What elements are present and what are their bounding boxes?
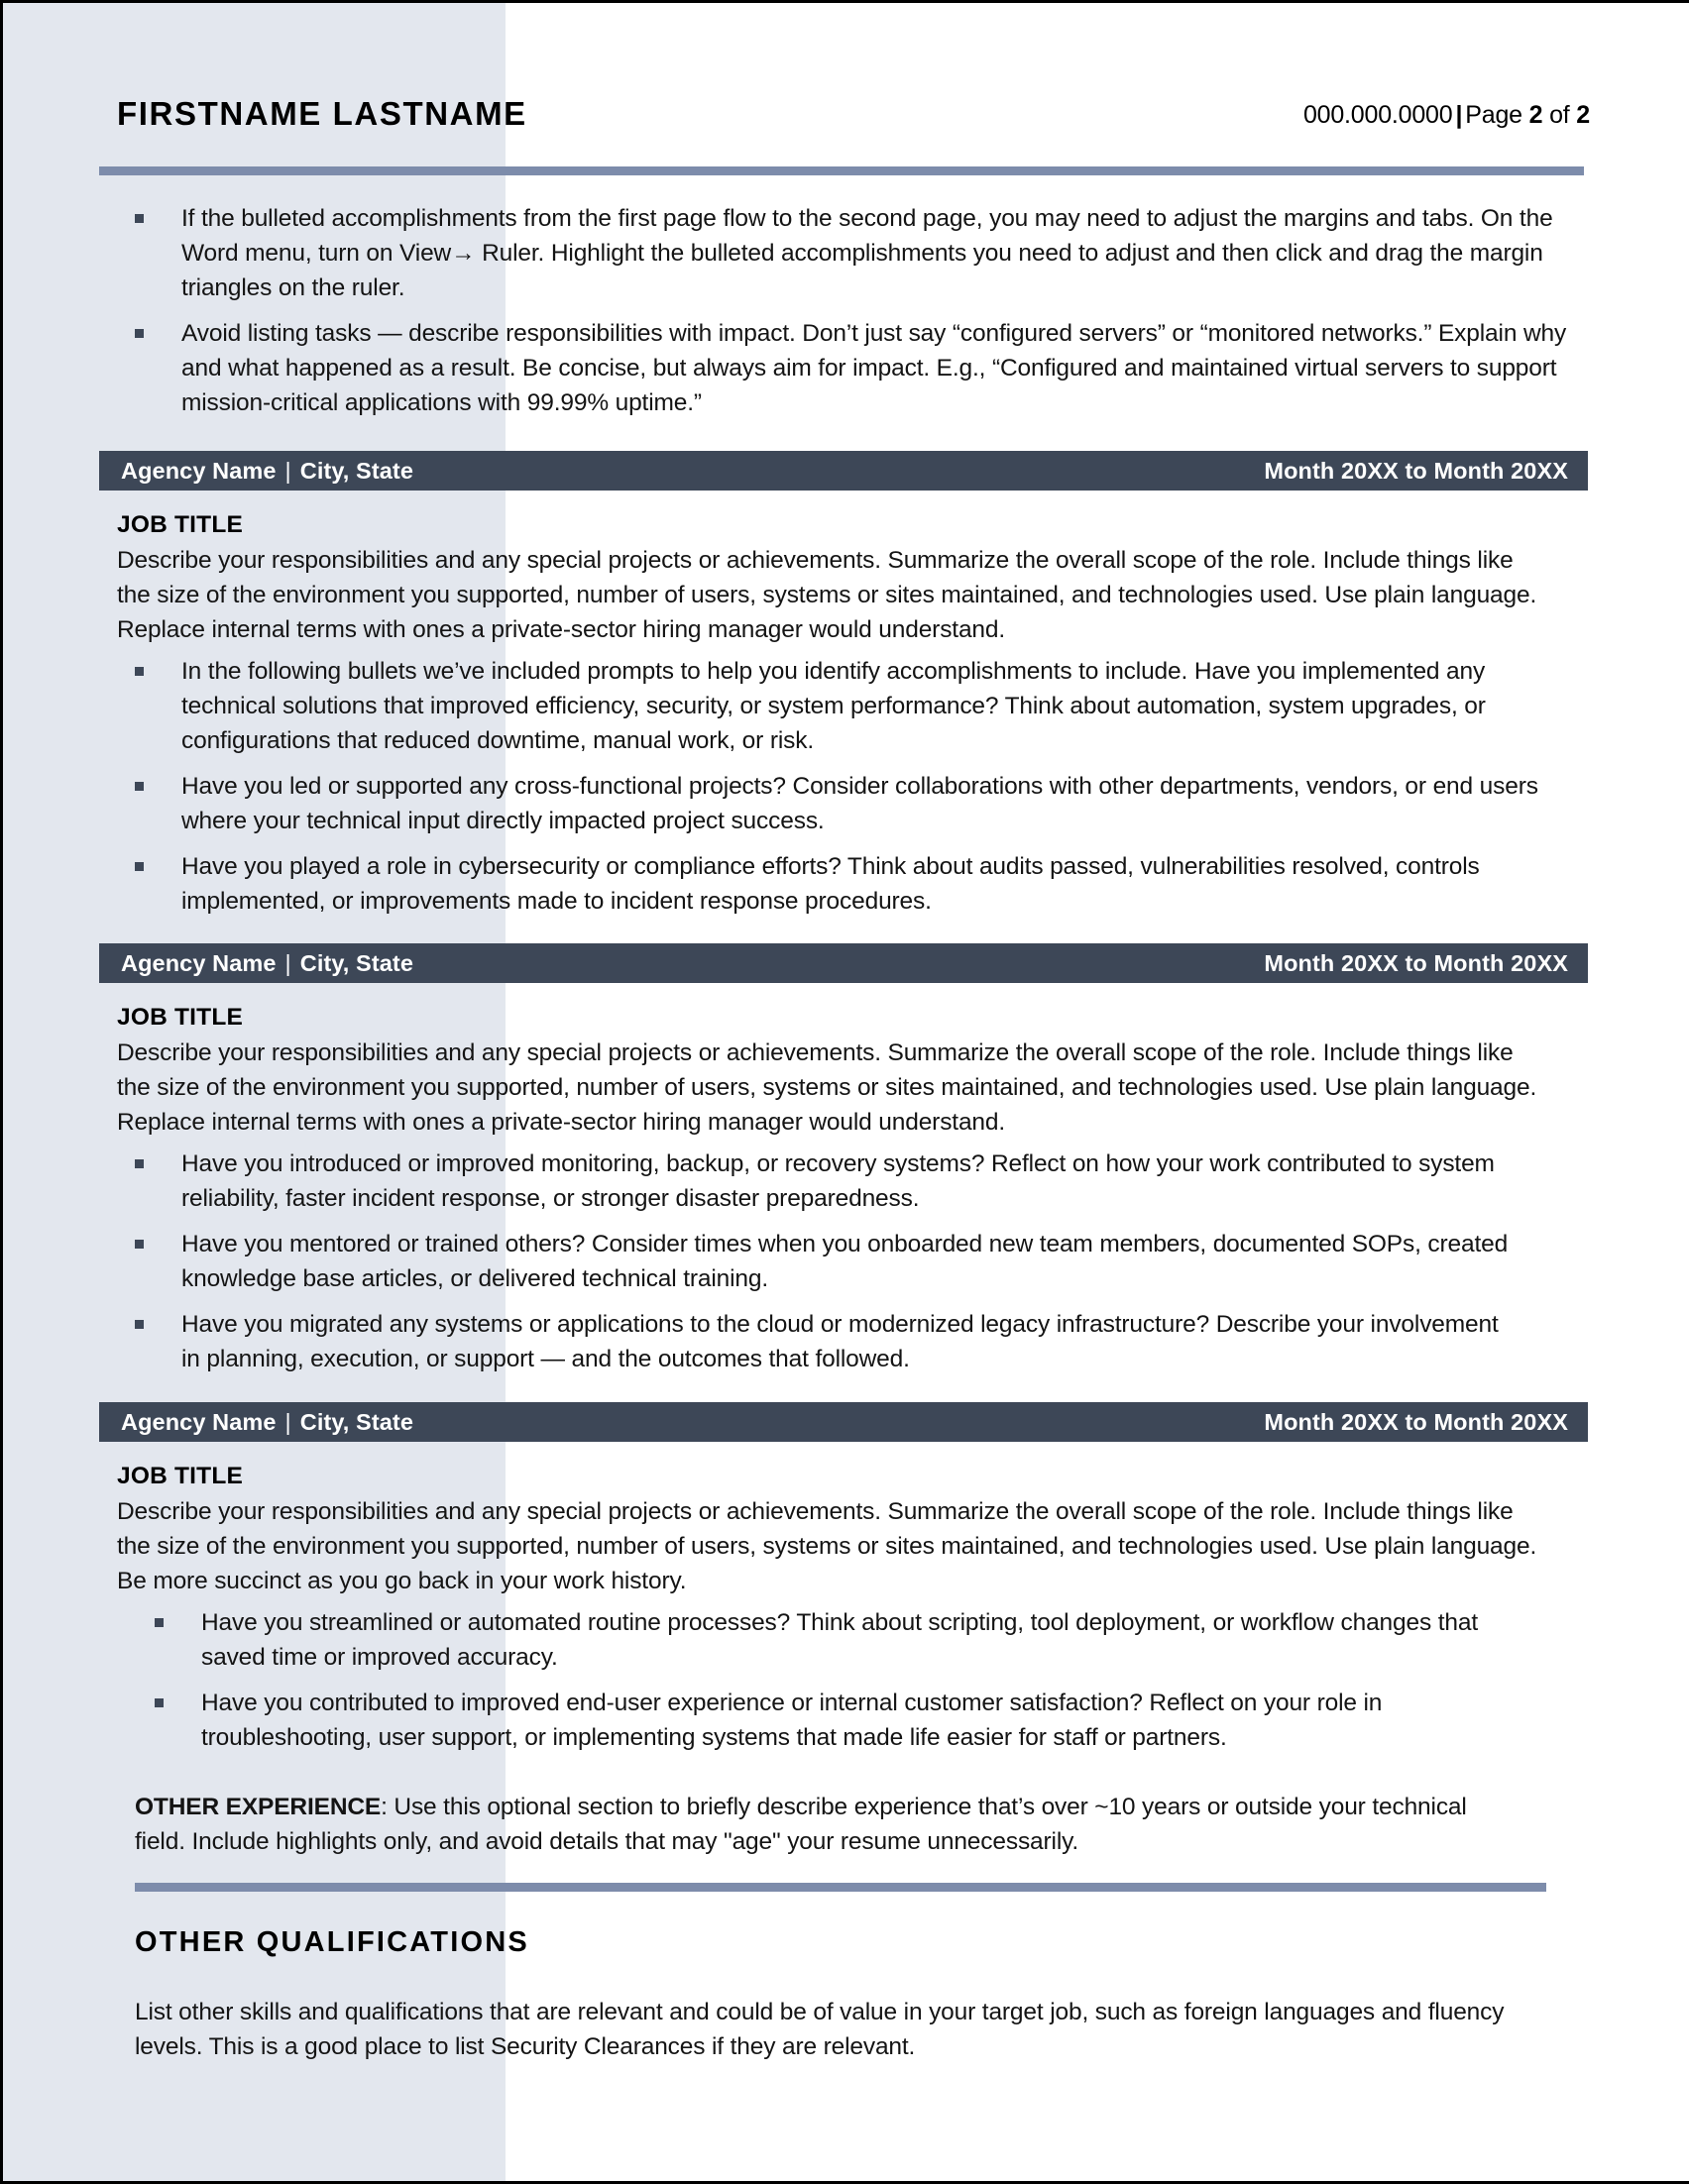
- section-heading-other-qualifications: OTHER QUALIFICATIONS: [135, 1926, 529, 1958]
- other-experience-text: : Use this optional section to briefly describe experience that’s over ~10 years or outside your technical field. Include highlights only, and avoid details that may "age" your resume unnecessarily.: [135, 1794, 1467, 1855]
- list-item-text: If the bulleted accomplishments from the first page flow to the second page, you may need to adjust the margins and tabs. On the Word menu, turn on View→ Ruler. Highlight the bulleted accomplishments you need to adjust and then click and drag the margin triangles on the ruler.: [181, 205, 1553, 301]
- job-dates: Month 20XX to Month 20XX: [1264, 458, 1568, 484]
- job-bullet-list: [135, 1147, 1513, 1376]
- job-description: Describe your responsibilities and any special projects or achievements. Summarize the overall scope of the role. Include things like the size of the environment you supported, number of users, systems or sites maintained, and technologies used. Use plain language. Replace internal terms with ones a private-sector hiring manager would understand.: [117, 1039, 1537, 1136]
- list-item-text: Have you led or supported any cross-functional projects? Consider collaborations with other departments, vendors, or end users where your technical input directly impacted project success.: [181, 773, 1538, 834]
- list-item-text: Have you introduced or improved monitoring, backup, or recovery systems? Reflect on how your work contributed to system reliability, faster incident response, or stronger disaster preparedness.: [181, 1150, 1495, 1212]
- list-item: [135, 654, 1547, 758]
- job-bullet-list: [135, 654, 1547, 919]
- agency-name: Agency Name: [121, 1409, 277, 1435]
- square-bullet-icon: [135, 214, 144, 223]
- agency-separator: |: [284, 950, 291, 976]
- list-item-text: Have you mentored or trained others? Consider times when you onboarded new team members, documented SOPs, created knowledge base articles, or delivered technical training.: [181, 1231, 1509, 1292]
- page-of: of: [1549, 101, 1570, 129]
- list-item-text: In the following bullets we’ve included prompts to help you identify accomplishments to include. Have you implemented any technical solutions that improved efficiency, security, or system performance? Think about automation, system upgrades, or configurations that reduced downtime, manual work, or risk.: [181, 658, 1486, 754]
- job-header-bar: [99, 943, 1588, 983]
- phone-number: 000.000.0000: [1302, 101, 1453, 129]
- job-agency-location: [121, 458, 413, 485]
- intro-bullet-list: [135, 201, 1582, 420]
- square-bullet-icon: [135, 1320, 144, 1329]
- square-bullet-icon: [135, 862, 144, 871]
- job-location: City, State: [299, 950, 414, 976]
- square-bullet-icon: [135, 667, 144, 676]
- job-title: JOB TITLE: [117, 511, 244, 538]
- square-bullet-icon: [135, 782, 144, 791]
- candidate-name: FIRSTNAME LASTNAME: [117, 95, 527, 132]
- job-agency-location: [121, 950, 413, 977]
- page-word: Page: [1465, 101, 1522, 129]
- other-qualifications-text: List other skills and qualifications that are relevant and could be of value in your target job, such as foreign languages and fluency levels. This is a good place to list Security Clearances if they are relevant.: [135, 1999, 1505, 2060]
- square-bullet-icon: [135, 1240, 144, 1249]
- job-description: Describe your responsibilities and any special projects or achievements. Summarize the overall scope of the role. Include things like the size of the environment you supported, number of users, systems or sites maintained, and technologies used. Use plain language. Replace internal terms with ones a private-sector hiring manager would understand.: [117, 547, 1537, 643]
- list-item: [135, 201, 1582, 305]
- list-item: [135, 849, 1547, 919]
- agency-name: Agency Name: [121, 458, 277, 484]
- job-title: JOB TITLE: [117, 1004, 244, 1031]
- list-item: [135, 1307, 1513, 1376]
- list-item: [135, 316, 1582, 420]
- list-item-text: Have you streamlined or automated routine processes? Think about scripting, tool deployment, or workflow changes that saved time or improved accuracy.: [201, 1609, 1479, 1671]
- job-header-bar: [99, 451, 1588, 491]
- job-title: JOB TITLE: [117, 1463, 244, 1489]
- square-bullet-icon: [135, 329, 144, 338]
- list-item-text: Avoid listing tasks — describe responsibilities with impact. Don’t just say “configured servers” or “monitored networks.” Explain why and what happened as a result. Be concise, but always aim for impact. E.g., “Configured and maintained virtual servers to support mission-critical applications with 99.99% uptime.”: [181, 320, 1567, 416]
- list-item-text: Have you played a role in cybersecurity or compliance efforts? Think about audits passed, vulnerabilities resolved, controls implemented, or improvements made to incident response procedures.: [181, 853, 1480, 915]
- list-item: [155, 1605, 1493, 1675]
- job-bullet-list: [155, 1605, 1493, 1755]
- job-dates: Month 20XX to Month 20XX: [1264, 1409, 1568, 1435]
- job-location: City, State: [299, 1409, 414, 1435]
- square-bullet-icon: [155, 1698, 164, 1707]
- page-header: [0, 95, 1689, 155]
- agency-separator: |: [284, 1409, 291, 1435]
- job-agency-location: [121, 1409, 413, 1436]
- header-separator: |: [1455, 101, 1463, 129]
- section-divider-rule: [135, 1883, 1546, 1892]
- list-item: [135, 1147, 1513, 1216]
- square-bullet-icon: [135, 1159, 144, 1168]
- job-dates: Month 20XX to Month 20XX: [1264, 950, 1568, 976]
- square-bullet-icon: [155, 1618, 164, 1627]
- other-experience-note: [135, 1790, 1522, 1859]
- other-experience-label: OTHER EXPERIENCE: [135, 1794, 382, 1820]
- agency-separator: |: [284, 458, 291, 484]
- job-location: City, State: [299, 458, 414, 484]
- header-contact-and-page: [1303, 101, 1590, 130]
- header-divider-rule: [99, 166, 1584, 175]
- job-header-bar: [99, 1402, 1588, 1442]
- page-total: 2: [1576, 101, 1590, 129]
- page-current: 2: [1528, 101, 1543, 129]
- agency-name: Agency Name: [121, 950, 277, 976]
- list-item: [155, 1686, 1493, 1755]
- list-item: [135, 1227, 1513, 1296]
- list-item: [135, 769, 1547, 838]
- list-item-text: Have you contributed to improved end-user experience or internal customer satisfaction? Reflect on your role in troubleshooting, user support, or implementing systems that made life easier for staff or partners.: [201, 1690, 1383, 1751]
- job-description: Describe your responsibilities and any special projects or achievements. Summarize the overall scope of the role. Include things like the size of the environment you supported, number of users, systems or sites maintained, and technologies used. Use plain language. Be more succinct as you go back in your work history.: [117, 1498, 1537, 1594]
- list-item-text: Have you migrated any systems or applications to the cloud or modernized legacy infrastructure? Describe your involvement in planning, execution, or support — and the outcomes that followed.: [181, 1311, 1499, 1372]
